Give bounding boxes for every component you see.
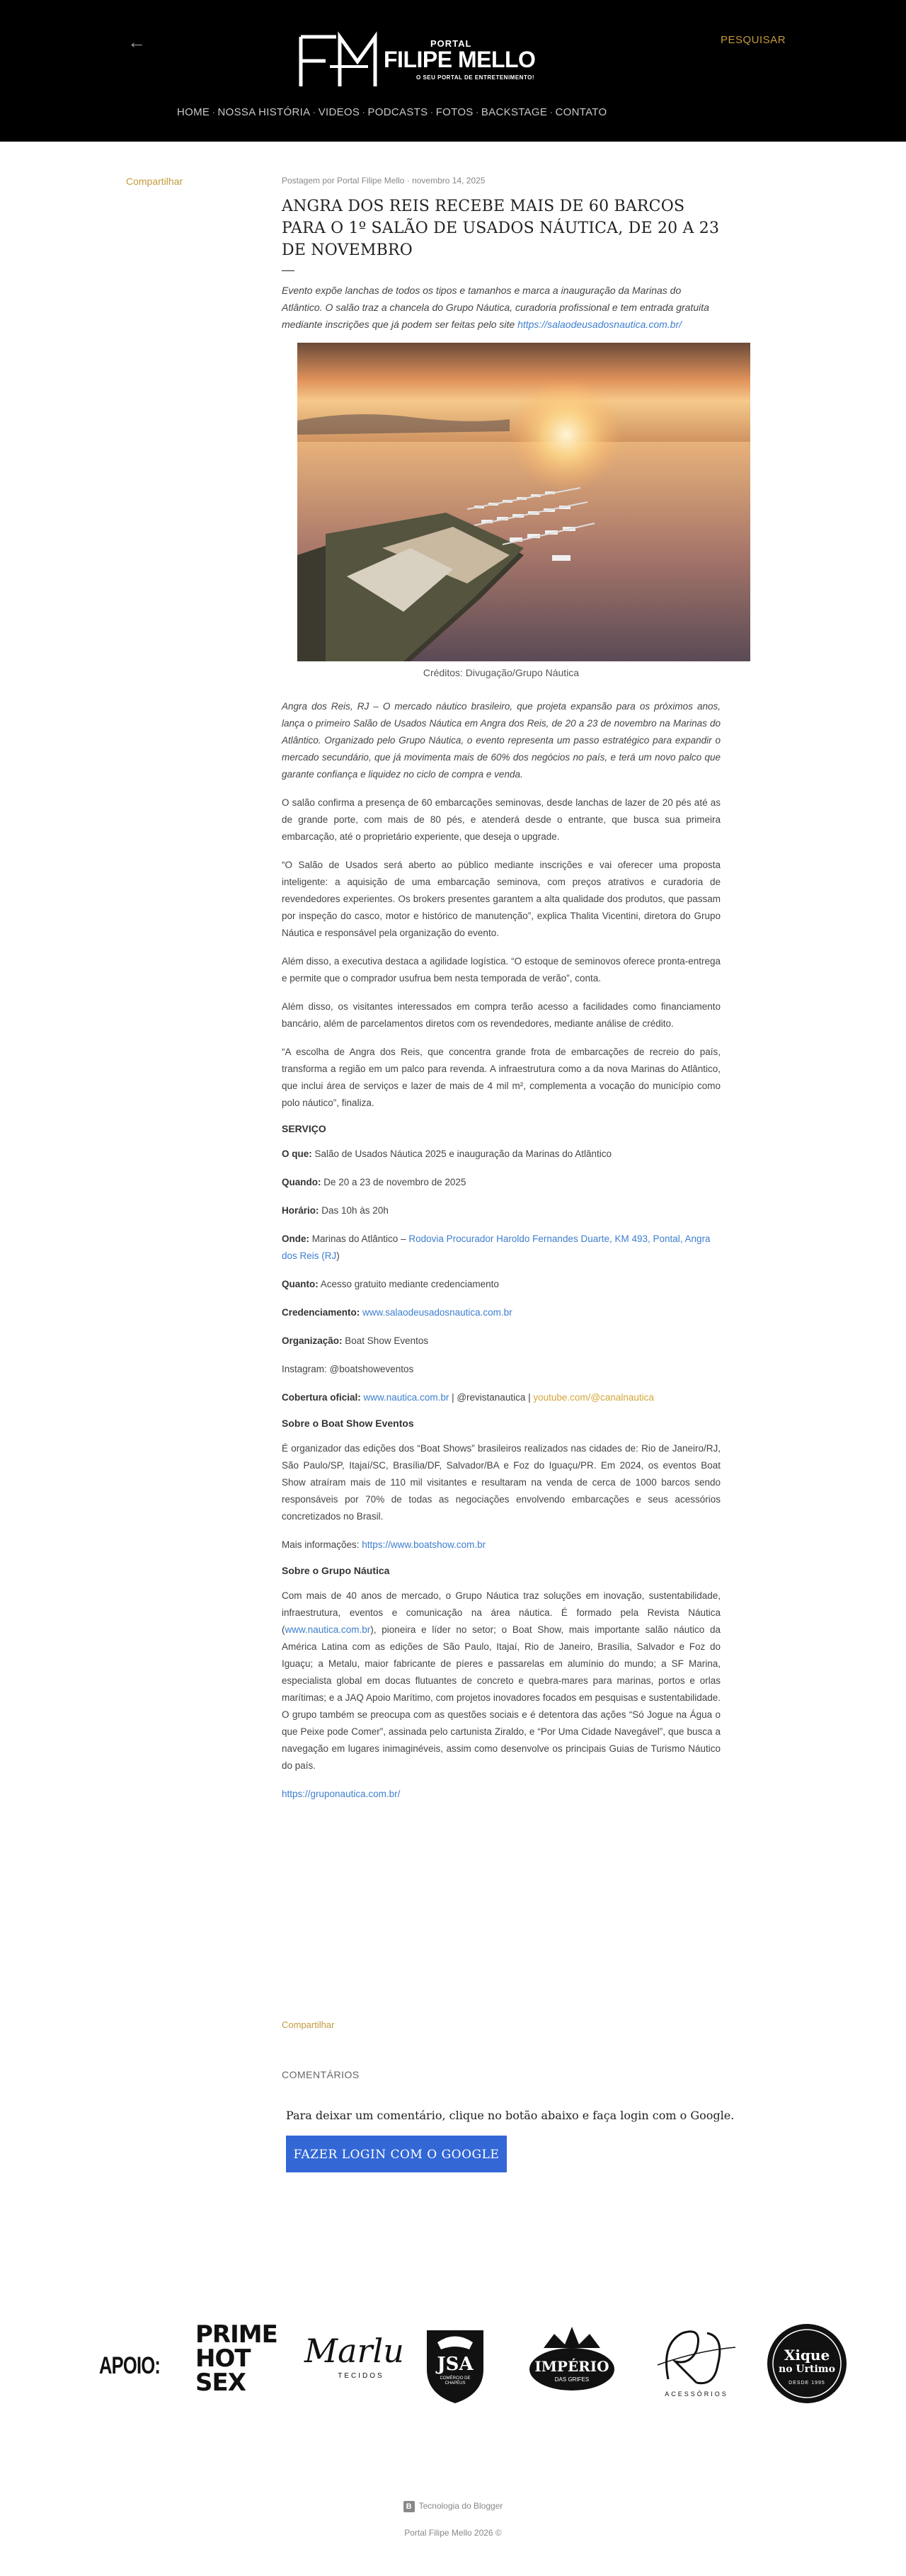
- post-lede: [282, 282, 721, 333]
- more-info: [282, 1537, 721, 1554]
- service-hours-value: Das 10h às 20h: [319, 1205, 389, 1216]
- service-hours-label: Horário:: [282, 1205, 319, 1216]
- more-info-link[interactable]: https://www.boatshow.com.br: [362, 1539, 486, 1550]
- service-where-pre: Marinas do Atlântico –: [309, 1233, 409, 1244]
- footer-powered[interactable]: [0, 2501, 906, 2512]
- service-price-label: Quanto:: [282, 1279, 319, 1289]
- coverage-link-site[interactable]: www.nautica.com.br: [363, 1392, 449, 1403]
- share-button-bottom[interactable]: Compartilhar: [282, 2019, 335, 2030]
- sponsor-imperio-logo[interactable]: [522, 2320, 621, 2405]
- nav-fotos[interactable]: FOTOS: [435, 106, 474, 118]
- blogger-icon: B: [403, 2501, 415, 2512]
- nav-nossa-historia[interactable]: NOSSA HISTÓRIA: [217, 106, 311, 118]
- group-link[interactable]: https://gruponautica.com.br/: [282, 1789, 401, 1799]
- post: [282, 176, 721, 1814]
- service-org-value: Boat Show Eventos: [342, 1335, 429, 1346]
- logo-tagline: O SEU PORTAL DE ENTRETENIMENTO!: [416, 74, 535, 81]
- service-when: [282, 1174, 721, 1191]
- logo-portal-text: PORTAL: [430, 38, 472, 49]
- about-nautica-heading: Sobre o Grupo Náutica: [282, 1565, 390, 1576]
- hero-image[interactable]: [297, 343, 750, 661]
- search-link[interactable]: PESQUISAR: [721, 34, 786, 46]
- about-nautica-post: ), pioneira e líder no setor; o Boat Show, mais importante salão náutico da América Latina com as edições de São Paulo, Itajaí, Rio de Janeiro, Brasília, Salvador e Foz do Iguaçu; a Metalu, maior fabricante de píeres e passarelas em alumínio do mundo; a SF Marina, especialista global em docas flutuantes de concreto e quebra-mares para marinas, portos e orlas marítimas; e a JAQ Apoio Marítimo, com projetos inovadores focados em pesquisas e sustentabilidade. O grupo também se preocupa com as questões sociais e é detentora das ações “Só Jogue na Água o que Peixe pode Comer”, assinada pelo cartunista Ziraldo, e “Por Uma Cidade Navegável”, que busca a navegação em lugares inimaginéveis, assim como desenvolve os principais Guias de Turismo Náutico do país.: [282, 1624, 721, 1771]
- main-nav: [177, 106, 607, 118]
- service-coverage-label: Cobertura oficial:: [282, 1392, 361, 1403]
- group-link-para: [282, 1786, 721, 1803]
- service-where-post: ): [336, 1250, 340, 1261]
- nav-separator: ·: [549, 106, 554, 118]
- post-meta: Postagem por Portal Filipe Mello · novembro 14, 2025: [282, 176, 486, 186]
- nav-separator: ·: [312, 106, 316, 118]
- lede-link[interactable]: https://salaodeusadosnautica.com.br/: [517, 319, 682, 330]
- paragraph: “A escolha de Angra dos Reis, que concentra grande frota de embarcações de recreio do país, transforma a região em um palco para revenda. A infraestrutura como a da nova Marinas do Atlântico, que inclui área de serviços e lazer de mais de 4 mil m², complementa a vocação do município como polo náutico”, finaliza.: [282, 1047, 721, 1108]
- site-logo[interactable]: [297, 30, 573, 93]
- google-login-button[interactable]: FAZER LOGIN COM O GOOGLE: [286, 2136, 507, 2172]
- about-boatshow: É organizador das edições dos “Boat Shows” brasileiros realizados nas cidades de: Rio de Janeiro/RJ, São Paulo/SP, Itajaí/SC, Brasília/DF, Salvador/BA e Foz do Iguaçu/PR. Em 2024, os eventos Boat Show atraíram mais de 110 mil visitantes e resultaram na venda de cerca de 1000 barcos sendo responsáveis por 70% de todas as negociações envolvendo embarcações e seus acessórios concretizados no Brasil.: [282, 1443, 721, 1522]
- rj-sub: ACESSÓRIOS: [665, 2390, 728, 2398]
- footer-copyright: Portal Filipe Mello 2026 ©: [404, 2528, 502, 2538]
- about-boatshow-heading: Sobre o Boat Show Eventos: [282, 1418, 414, 1429]
- coverage-mid: | @revistanautica |: [449, 1392, 534, 1403]
- paragraph: Angra dos Reis, RJ – O mercado náutico brasileiro, que projeta expansão para os próximos anos, lança o primeiro Salão de Usados Náutica em Angra dos Reis, de 20 a 23 de novembro na Marinas do Atlântico. Organizado pelo Grupo Náutica, o evento representa um passo estratégico para expandir o mercado secundário, que já movimenta mais de 60% dos negócios no país, e terá um novo palco que garante confiança e liquidez no ciclo de compra e venda.: [282, 701, 721, 780]
- nav-separator: ·: [475, 106, 479, 118]
- service-when-value: De 20 a 23 de novembro de 2025: [321, 1177, 466, 1187]
- xique-top: Xique: [784, 2347, 830, 2364]
- nav-separator: ·: [362, 106, 366, 118]
- lede-text: Evento expõe lanchas de todos os tipos e tamanhos e marca a inauguração da Marinas do Atlântico. O salão traz a chancela do Grupo Náutica, curadoria profissional e tem entrada gratuita mediante inscrições que já podem ser feitas pelo site: [282, 285, 709, 330]
- nav-backstage[interactable]: BACKSTAGE: [481, 106, 548, 118]
- service-cred-label: Credenciamento:: [282, 1307, 360, 1318]
- share-button[interactable]: Compartilhar: [126, 176, 183, 187]
- coverage-link-youtube[interactable]: youtube.com/@canalnautica: [533, 1392, 654, 1403]
- service-when-label: Quando:: [282, 1177, 321, 1187]
- imperio-sub: DAS GRIFES: [554, 2376, 590, 2383]
- jsa-name: JSA: [437, 2354, 474, 2375]
- service-what: [282, 1146, 721, 1163]
- title-divider: —: [282, 263, 294, 277]
- sponsor-marlu-logo[interactable]: [304, 2330, 404, 2380]
- marlu-sub: TECIDOS: [338, 2372, 384, 2380]
- post-body: [282, 698, 721, 1803]
- about-nautica-link[interactable]: www.nautica.com.br: [285, 1624, 371, 1635]
- more-info-label: Mais informações:: [282, 1539, 362, 1550]
- xique-sub: DESDE 1995: [789, 2381, 825, 2386]
- sponsors-label: APOIO:: [99, 2352, 161, 2379]
- service-coverage: [282, 1389, 721, 1406]
- service-org-label: Organização:: [282, 1335, 343, 1346]
- jsa-sub: COMÉRCIO DE CHAPÉUS: [440, 2376, 471, 2386]
- xique-bottom: no Urtimo: [779, 2364, 835, 2375]
- back-arrow-icon[interactable]: ←: [127, 31, 146, 52]
- service-hours: [282, 1202, 721, 1219]
- nav-home[interactable]: HOME: [177, 106, 210, 118]
- nav-podcasts[interactable]: PODCASTS: [367, 106, 428, 118]
- service-what-label: O que:: [282, 1149, 312, 1159]
- service-instagram: Instagram: @boatshoweventos: [282, 1364, 414, 1374]
- rj-monogram-icon: [654, 2323, 739, 2393]
- paragraph: Além disso, a executiva destaca a agilidade logística. “O estoque de seminovos oferece pronta-entrega e permite que o comprador usufrua bem nesta temporada de verão”, conta.: [282, 956, 721, 984]
- about-nautica-pre: Com mais de 40 anos de mercado, o Grupo Náutica traz soluções em inovação, sustentabilidade, infraestrutura, eventos e comunicação na área náutica. É formado pela Revista Náutica (: [282, 1590, 721, 1635]
- imperio-name: IMPÉRIO: [534, 2358, 609, 2375]
- nav-contato[interactable]: CONTATO: [555, 106, 607, 118]
- service-cred: [282, 1304, 721, 1321]
- sponsor-primehot-logo[interactable]: [195, 2320, 280, 2397]
- service-price-value: Acesso gratuito mediante credenciamento: [318, 1279, 499, 1289]
- comments-note: Para deixar um comentário, clique no botão abaixo e faça login com o Google.: [286, 2109, 735, 2122]
- sponsor-xique-logo[interactable]: [764, 2321, 849, 2406]
- marlu-name: Marlu: [304, 2332, 404, 2370]
- service-where: [282, 1231, 721, 1265]
- primehot-line: SEX: [195, 2369, 246, 2397]
- footer-powered-text: Tecnologia do Blogger: [418, 2501, 503, 2512]
- service-org: [282, 1333, 721, 1350]
- logo-name-text: FILIPE MELLO: [384, 47, 536, 72]
- primehot-line: PRIME: [195, 2320, 277, 2349]
- sponsors-row: [99, 2315, 849, 2415]
- paragraph: Além disso, os visitantes interessados em compra terão acesso a facilidades como financiamento bancário, além de parcelamentos diretos com os revendedores, mediante análise de crédito.: [282, 1001, 721, 1029]
- service-where-link[interactable]: Rodovia Procurador Haroldo Fernandes Duarte, KM 493, Pontal, Angra dos Reis (RJ: [282, 1233, 711, 1261]
- sponsor-jsa-logo[interactable]: [416, 2320, 494, 2405]
- primehot-line: HOT: [195, 2344, 251, 2373]
- service-cred-link[interactable]: www.salaodeusadosnautica.com.br: [362, 1307, 512, 1318]
- service-heading: SERVIÇO: [282, 1123, 326, 1134]
- service-what-value: Salão de Usados Náutica 2025 e inauguração da Marinas do Atlântico: [311, 1149, 612, 1159]
- service-price: [282, 1276, 721, 1293]
- paragraph: O salão confirma a presença de 60 embarcações seminovas, desde lanchas de lazer de 20 pés até as de grande porte, com mais de 80 pés, e atenderá desde o entrante, que busca sua primeira embarcação, até o proprietário experiente, que deseja o upgrade.: [282, 797, 721, 842]
- about-nautica: [282, 1588, 721, 1774]
- comments-title: COMENTÁRIOS: [282, 2069, 360, 2080]
- nav-separator: ·: [212, 106, 216, 118]
- marina-photo: [297, 343, 750, 661]
- site-header: [0, 0, 906, 142]
- image-caption: Créditos: Divugação/Grupo Náutica: [423, 667, 580, 678]
- nav-separator: ·: [430, 106, 434, 118]
- nav-videos[interactable]: VIDEOS: [318, 106, 360, 118]
- post-title: ANGRA DOS REIS RECEBE MAIS DE 60 BARCOS PARA O 1º SALÃO DE USADOS NÁUTICA, DE 20 A 23 DE NOVEMBRO: [282, 198, 720, 259]
- paragraph: “O Salão de Usados será aberto ao público mediante inscrições e vai oferecer uma proposta inteligente: a aquisição de uma embarcação seminova, com preços atrativos e curadoria de revendedores experientes. Os brokers presentes garantem a alta qualidade dos produtos, que passam por inspeção do casco, motor e histórico de manutenção”, explica Thalita Vicentini, diretora do Grupo Náutica e responsável pela organização do evento.: [282, 860, 721, 938]
- service-where-label: Onde:: [282, 1233, 309, 1244]
- sponsor-rj-logo[interactable]: [654, 2323, 739, 2407]
